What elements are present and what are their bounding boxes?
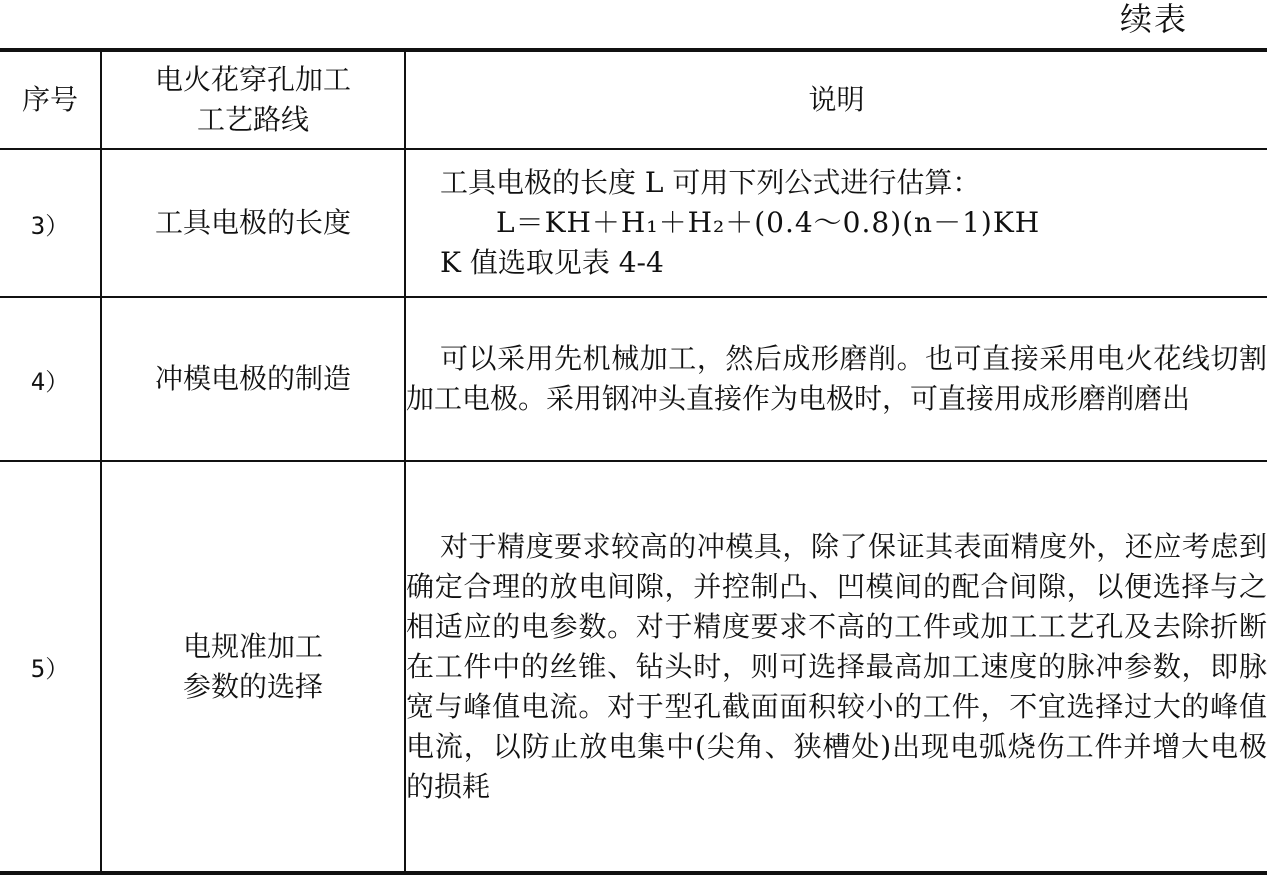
- row-process-name: 电规准加工 参数的选择: [101, 461, 405, 873]
- table-row: [0, 461, 1267, 873]
- table-header: [0, 50, 1267, 149]
- row-description: [405, 297, 1267, 461]
- row-process-name: 工具电极的长度: [101, 149, 405, 297]
- row-seq: 3）: [0, 149, 101, 297]
- row-seq: 4）: [0, 297, 101, 461]
- description-line: 工具电极的长度 L 可用下列公式进行估算：: [440, 166, 981, 199]
- table-row: [0, 297, 1267, 461]
- length-formula: L＝KH＋H₁＋H₂＋(0.4～0.8)(n－1)KH: [496, 206, 1041, 239]
- header-process-route-line2: 工艺路线: [196, 103, 309, 136]
- row-seq: 5）: [0, 461, 101, 873]
- description-paragraph: 可以采用先机械加工，然后成形磨削。也可直接采用电火花线切割加工电极。采用钢冲头直接作为电极时，可直接用成形磨削磨出: [406, 342, 1267, 415]
- description-paragraph: 对于精度要求较高的冲模具，除了保证其表面精度外，还应考虑到确定合理的放电间隙，并控制凸、凹模间的配合间隙，以便选择与之相适应的电参数。对于精度要求不高的工件或加工工艺孔及去除折断在工件中的丝锥、钻头时，则可选择最高加工速度的脉冲参数，即脉宽与峰值电流。对于型孔截面面积较小的工件，不宜选择过大的峰值电流，以防止放电集中(尖角、狭槽处)出现电弧烧伤工件并增大电极的损耗: [406, 529, 1267, 803]
- header-process-route: [101, 50, 405, 149]
- row-process-name: 冲模电极的制造: [101, 297, 405, 461]
- row-description: [405, 149, 1267, 297]
- row-description: [405, 461, 1267, 873]
- table-row: [0, 149, 1267, 297]
- header-description: 说明: [405, 50, 1267, 149]
- process-table: [0, 48, 1267, 875]
- description-line: K 值选取见表 4-4: [440, 246, 664, 279]
- header-seq: 序号: [0, 50, 101, 149]
- continued-table-label: 续表: [1120, 0, 1189, 38]
- header-process-route-line1: 电火花穿孔加工: [154, 63, 351, 96]
